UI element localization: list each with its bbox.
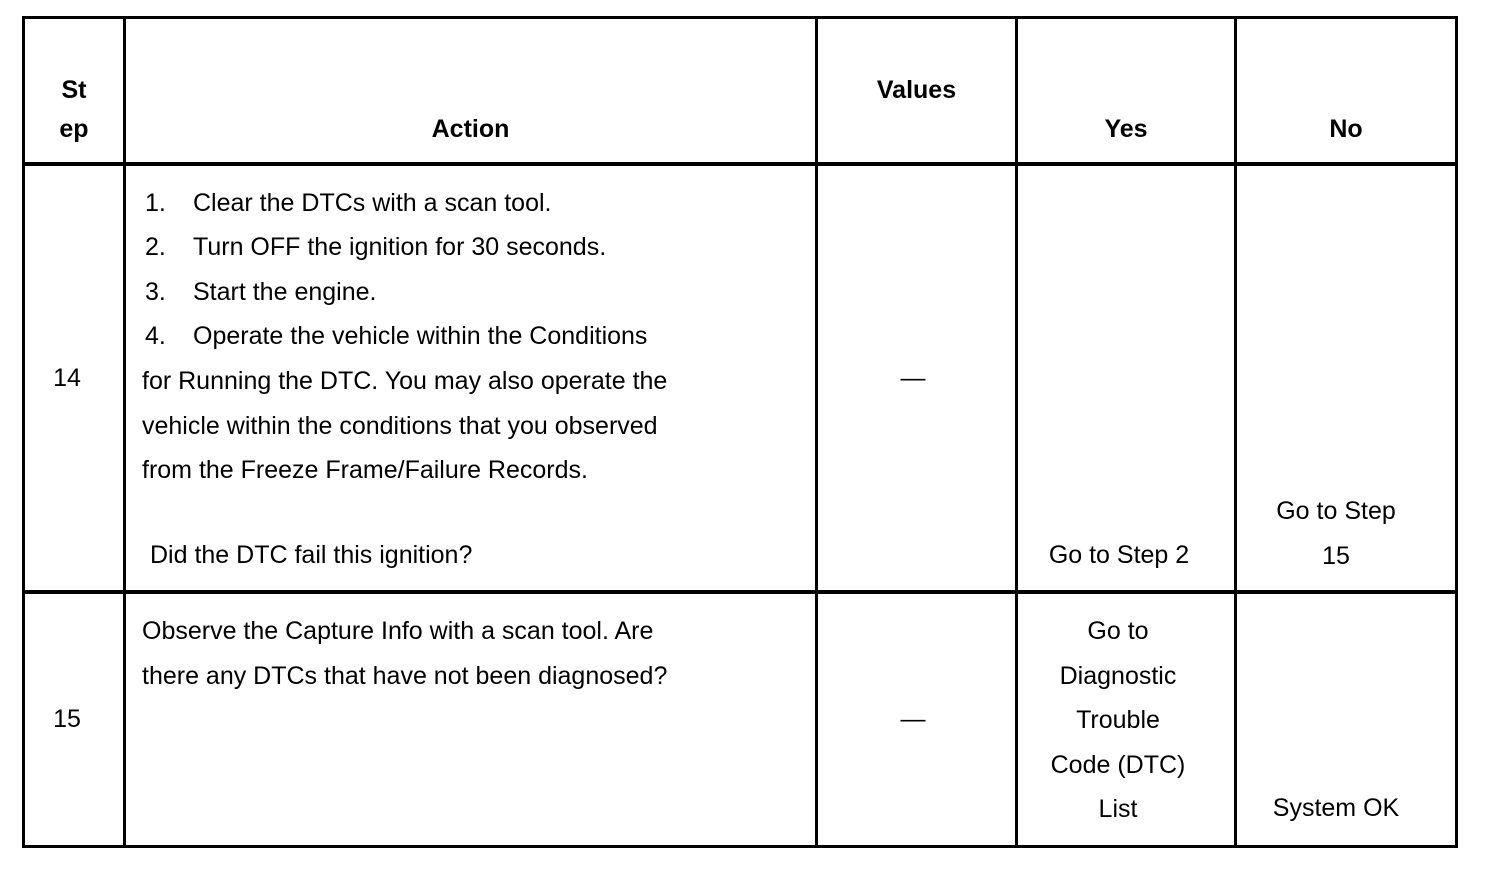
action-continuation-line: for Running the DTC. You may also operate the: [142, 367, 668, 395]
action-text: [142, 609, 667, 698]
table-border-bottom: [22, 845, 1458, 848]
no-cell: System OK: [1272, 794, 1400, 822]
yes-cell: Go to Step 2: [1048, 541, 1190, 569]
yes-cell-line: Trouble: [1076, 706, 1160, 734]
action-continuation-line: vehicle within the conditions that you observed: [142, 411, 658, 440]
table-border-right: [1455, 16, 1458, 848]
header-action: Action: [431, 115, 510, 143]
row-divider: [22, 590, 1458, 594]
header-divider: [22, 162, 1458, 166]
header-step-line1: St: [61, 76, 87, 104]
action-text-line: there any DTCs that have not been diagnosed?: [142, 661, 668, 690]
action-text-line: Observe the Capture Info with a scan tool. Are: [142, 617, 654, 645]
action-step-text: Start the engine.: [193, 278, 377, 306]
no-cell-line: Go to Step: [1276, 497, 1396, 525]
no-cell-line: 15: [1322, 541, 1350, 570]
yes-cell-line: Code (DTC): [1050, 750, 1186, 779]
action-step-text: Clear the DTCs with a scan tool.: [193, 189, 552, 217]
action-step-item: [145, 225, 606, 270]
table-border-top: [22, 16, 1458, 19]
action-step-number: 1.: [145, 189, 166, 217]
header-yes: Yes: [1104, 115, 1148, 143]
action-continuation: [142, 359, 667, 493]
header-step-line2: ep: [59, 115, 89, 143]
action-step-item: [145, 181, 551, 226]
action-step-number: 2.: [145, 233, 166, 261]
action-step-item: [145, 314, 647, 359]
action-step-number: 3.: [145, 278, 166, 306]
yes-cell: [1018, 609, 1218, 832]
step-number: 15: [53, 705, 81, 733]
values-cell: —: [900, 364, 926, 392]
action-step-text: Turn OFF the ignition for 30 seconds.: [193, 233, 607, 261]
header-step: [25, 71, 123, 149]
step-number: 14: [53, 364, 81, 392]
values-cell: —: [900, 705, 926, 733]
yes-cell-line: Diagnostic: [1059, 661, 1177, 690]
header-values: Values: [876, 76, 957, 104]
action-step-number: 4.: [145, 322, 166, 350]
header-no: No: [1329, 115, 1363, 143]
no-cell: [1237, 489, 1435, 578]
yes-cell-line: List: [1098, 795, 1138, 823]
action-step-item: [145, 270, 376, 315]
action-question: Did the DTC fail this ignition?: [150, 541, 473, 569]
action-continuation-line: from the Freeze Frame/Failure Records.: [142, 456, 588, 484]
action-step-text: Operate the vehicle within the Conditions: [193, 322, 648, 350]
yes-cell-line: Go to: [1087, 617, 1149, 645]
diagnostic-table: [22, 16, 1458, 848]
